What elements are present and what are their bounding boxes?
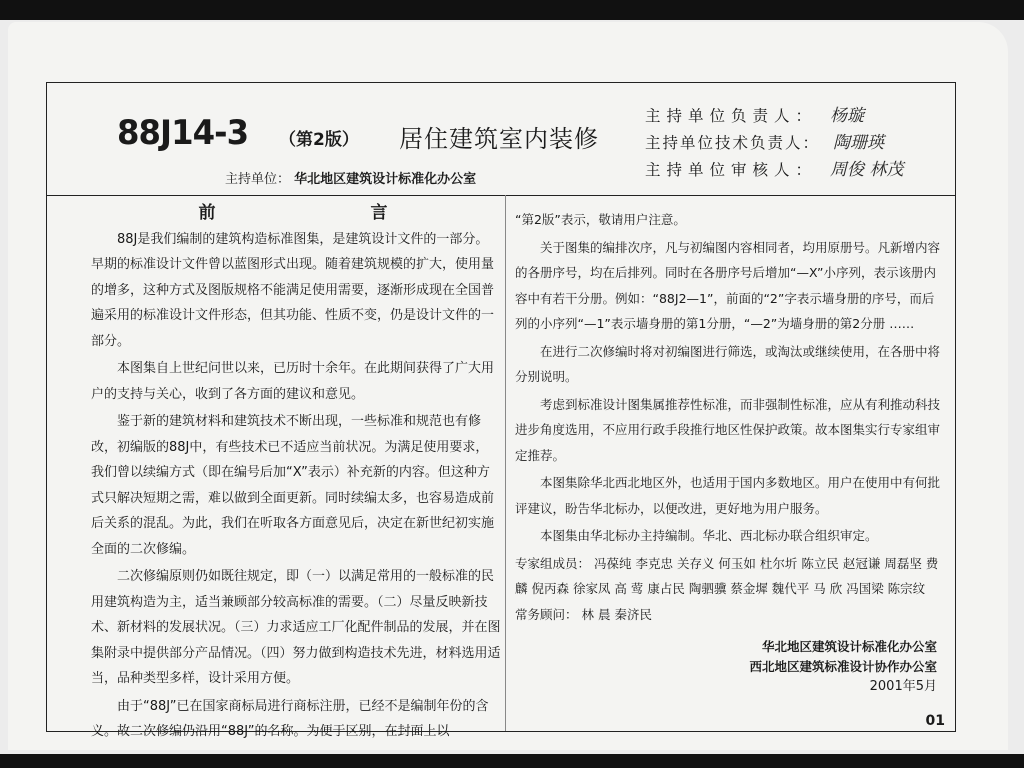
preface-paragraph: “第2版”表示，敬请用户注意。	[515, 212, 686, 227]
scan-top-border	[0, 0, 1024, 20]
preface-title-right: 言	[370, 203, 394, 223]
page-number: 01	[925, 713, 945, 729]
preface-left-column	[91, 201, 501, 747]
signature: 陶珊瑛	[832, 133, 884, 153]
title-frame	[46, 82, 956, 739]
preface-paragraph: 本图集由华北标办主持编制。华北、西北标办联合组织审定。	[540, 528, 878, 543]
scan-bottom-border	[0, 754, 1024, 768]
experts-names: 冯葆纯 李克忠 关存义 何玉如 杜尔圻 陈立民 赵冠谦 周磊坚 费 麟 倪丙森 徐家凤 高 莺 康占民 陶驷骥 蔡金墀 魏代平 马 欣 冯国梁 陈宗纹	[515, 555, 939, 596]
preface-paragraph: 鉴于新的建筑材料和建筑技术不断出现，一些标准和规范也有修改，初编版的88J中，有些技术已不适应当前状况。为满足使用要求，我们曾以续编方式（即在编号后加“X”表示）补充新的内容。但这种方式只解决短期之需，难以做到全面更新。同时续编太多，也容易造成前后关系的混乱。为此，我们在听取各方面意见后，决定在新世纪初实施全面的二次修编。	[91, 414, 495, 557]
preface-paragraph: 考虑到标准设计图集属推荐性标准，而非强制性标准，应从有利推动科技进步角度选用，不应用行政手段推行地区性保护政策。故本图集实行专家组审定推荐。	[515, 396, 941, 463]
responsible-row	[645, 130, 903, 157]
preface-paragraph: 88J是我们编制的建筑构造标准图集，是建筑设计文件的一部分。早期的标准设计文件曾以蓝图形式出现。随着建筑规模的扩大，使用量的增多，这种方式及图版规格不能满足使用需要，逐渐形成现在全国普遍采用的标准设计文件形态，但其功能、性质不变，仍是设计文件的一部分。	[91, 231, 495, 349]
advisors-line	[515, 602, 945, 628]
preface-right-column	[515, 207, 945, 697]
experts-line	[515, 551, 945, 602]
preface-title	[91, 201, 501, 227]
responsible-label: 主持单位技术负责人：	[645, 134, 821, 152]
sponsor-line	[225, 168, 476, 187]
issuing-organizations	[515, 637, 945, 697]
signature: 杨璇	[829, 106, 864, 126]
advisors-label: 常务顾问：	[515, 606, 578, 622]
issue-date: 2001年5月	[869, 679, 937, 694]
preface-paragraph: 本图集除华北西北地区外，也适用于国内多数地区。用户在使用中有何批评建议，盼告华北标办，以便改进，更好地为用户服务。	[515, 475, 941, 516]
responsible-label: 主持单位负责人：	[645, 107, 818, 125]
preface-paragraph: 二次修编原则仍如既往规定，即（一）以满足常用的一般标准的民用建筑构造为主，适当兼顾部分较高标准的需要。（二）尽量反映新技术、新材料的发展状况。（三）力求适应工厂化配件制品的发展，并在图集附录中提供部分产品情况。（四）努力做到构造技术先进，材料选用适当，品种类型多样，设计采用方便。	[91, 569, 501, 686]
document-title: 居住建筑室内装修	[399, 125, 599, 153]
experts-label: 专家组成员：	[515, 555, 591, 571]
preface-paragraph: 由于“88J”已在国家商标局进行商标注册，已经不是编制年份的含义。故二次修编仍沿用“88J”的名称。为便于区别，在封面上以	[91, 698, 489, 739]
responsible-row	[645, 103, 903, 130]
responsible-row	[645, 157, 903, 184]
edition-label: （第2版）	[279, 130, 359, 150]
atlas-code: 88J14-3	[117, 113, 249, 153]
organization-name: 西北地区建筑标准设计协作办公室	[749, 659, 937, 674]
responsible-label: 主持单位审核人：	[645, 161, 818, 179]
document-page	[8, 22, 1008, 750]
column-divider	[505, 195, 506, 731]
preface-paragraph: 关于图集的编排次序，凡与初编图内容相同者，均用原册号。凡新增内容的各册序号，均在后排列。同时在各册序号后增加“—X”小序列，表示该册内容中有若干分册。例如：“88J2—1”，前面的“2”字表示墙身册的序号，而后列的小序列“—1”表示墙身册的第1分册，“—2”为墙身册的第2分册 ……	[515, 239, 941, 331]
responsible-list	[645, 103, 903, 184]
preface-paragraph: 本图集自上世纪问世以来，已历时十余年。在此期间获得了广大用户的支持与关心，收到了各方面的建议和意见。	[91, 361, 495, 402]
preface-paragraph: 在进行二次修编时将对初编图进行筛选，或淘汰或继续使用，在各册中将分别说明。	[515, 343, 941, 384]
advisors-names: 林 晨 秦济民	[581, 606, 652, 622]
organization-name: 华北地区建筑设计标准化办公室	[761, 639, 937, 654]
sponsor-name: 华北地区建筑设计标准化办公室	[294, 172, 477, 187]
preface-title-left: 前	[198, 203, 222, 223]
sponsor-label: 主持单位：	[225, 172, 291, 187]
header-divider	[47, 195, 955, 196]
signature: 周俊 林茂	[829, 160, 904, 180]
